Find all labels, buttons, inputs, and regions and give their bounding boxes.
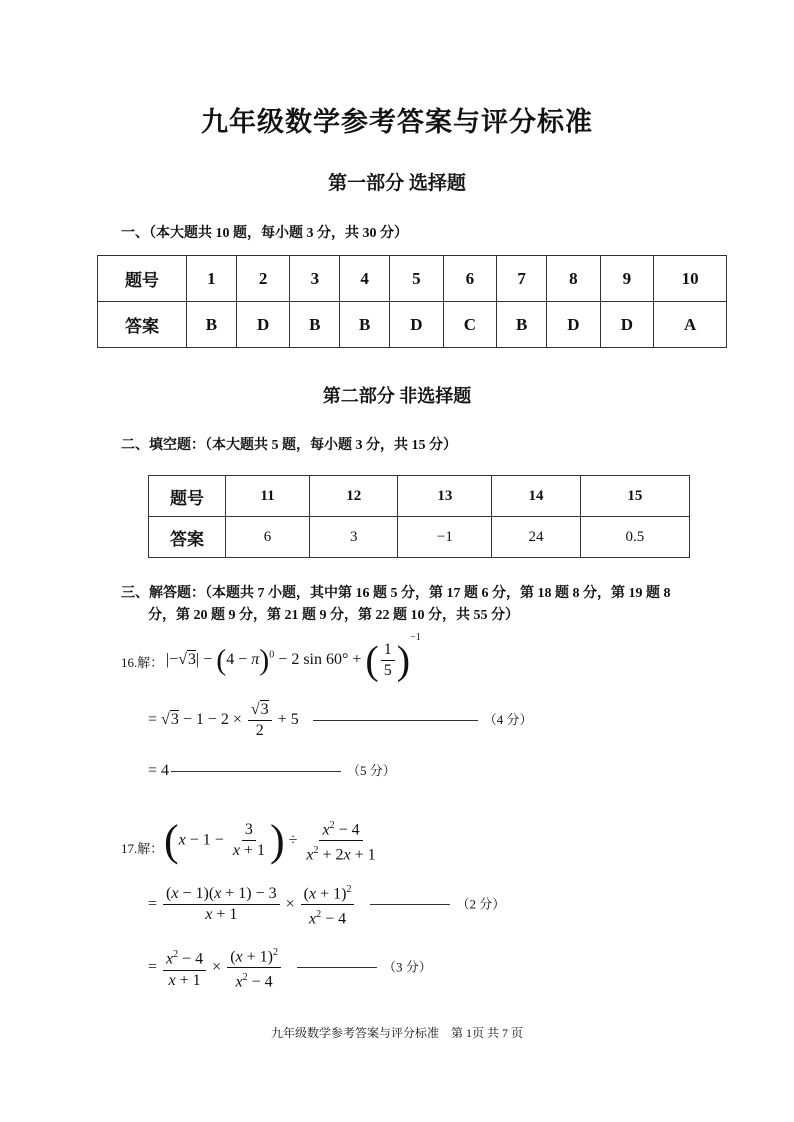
table-cell: D [600, 302, 654, 348]
q16-score2: （5 分） [347, 763, 396, 778]
q16-label: 16.解： [121, 655, 164, 670]
table-cell: 10 [654, 256, 727, 302]
table-cell: 7 [497, 256, 547, 302]
table-row [98, 302, 727, 348]
part2-heading: 第二部分 非选择题 [322, 386, 472, 406]
q17-label: 17.解： [121, 841, 164, 856]
table-cell: D [236, 302, 290, 348]
table-cell: D [547, 302, 601, 348]
table-cell: 24 [492, 517, 580, 558]
table-cell: D [390, 302, 444, 348]
answer-table-choice [97, 255, 727, 348]
q17-score2: （3 分） [383, 959, 432, 975]
table-cell: B [187, 302, 237, 348]
table-cell: A [654, 302, 727, 348]
answer-table-fill [148, 475, 690, 558]
q17-step2: = $\frac{x^2 - 4}{x + 1}$ × $\frac{(x + 1)^2}{x^2 - 4}$ （3 分） [148, 943, 432, 993]
q16-step1: = √3 − 1 − 2 × $\frac{√3}{2}$ + 5 （4 分） [148, 701, 533, 739]
table-cell: 6 [226, 517, 310, 558]
table-row [149, 517, 690, 558]
page-title: 九年级数学参考答案与评分标准 [201, 107, 593, 137]
table-header-cell: 题号 [98, 256, 187, 302]
table-cell: 9 [600, 256, 654, 302]
table-header-cell: 题号 [149, 476, 226, 517]
part1-heading: 第一部分 选择题 [328, 173, 466, 194]
section3-heading-line2: 分，第 20 题 9 分，第 21 题 9 分，第 22 题 10 分，共 55 分） [148, 608, 519, 623]
q16-expression: $|-√3| - (4 - \pi)^0 - 2$ sin 60° + ( $\frac{1}{5}$ )$^{-1}$ [166, 632, 421, 683]
section2-heading: 二、填空题：（本大题共 5 题，每小题 3 分，共 15 分） [121, 438, 457, 453]
q17-expression: (x − 1 − $\frac{3}{x + 1}$ ) ÷ $\frac{x^2 - 4}{x^2 + 2x + 1}$ [164, 815, 376, 865]
table-cell: 0.5 [580, 517, 689, 558]
table-cell: 13 [398, 476, 492, 517]
table-header-cell: 答案 [149, 517, 226, 558]
section1-heading: 一、（本大题共 10 题，每小题 3 分，共 30 分） [121, 226, 408, 241]
table-header-cell: 答案 [98, 302, 187, 348]
section3-heading-line1: 三、解答题：（本题共 7 小题，其中第 16 题 5 分，第 17 题 6 分，第 18 题 8 分，第 19 题 8 [121, 586, 671, 601]
table-cell: 3 [290, 256, 340, 302]
table-cell: 14 [492, 476, 580, 517]
table-cell: C [443, 302, 497, 348]
q16-score1: （4 分） [483, 712, 533, 728]
table-cell: −1 [398, 517, 492, 558]
page-footer: 九年级数学参考答案与评分标准 第 1页 共 7 页 [270, 1026, 523, 1040]
table-cell: 3 [309, 517, 397, 558]
table-cell: B [497, 302, 547, 348]
table-row [149, 476, 690, 517]
table-cell: 5 [390, 256, 444, 302]
table-cell: 6 [443, 256, 497, 302]
table-cell: 12 [309, 476, 397, 517]
q17-step1: = $\frac{(x - 1)(x + 1) - 3}{x + 1}$ × $\frac{(x + 1)^2}{x^2 - 4}$ （2 分） [148, 880, 505, 930]
table-cell: 8 [547, 256, 601, 302]
table-cell: B [290, 302, 340, 348]
table-cell: 2 [236, 256, 290, 302]
q17-score1: （2 分） [456, 896, 506, 912]
table-cell: 15 [580, 476, 689, 517]
table-cell: 1 [187, 256, 237, 302]
table-cell: 11 [226, 476, 310, 517]
table-cell: 4 [340, 256, 390, 302]
q16-step2: = 4 （5 分） [148, 762, 396, 779]
table-row [98, 256, 727, 302]
table-cell: B [340, 302, 390, 348]
